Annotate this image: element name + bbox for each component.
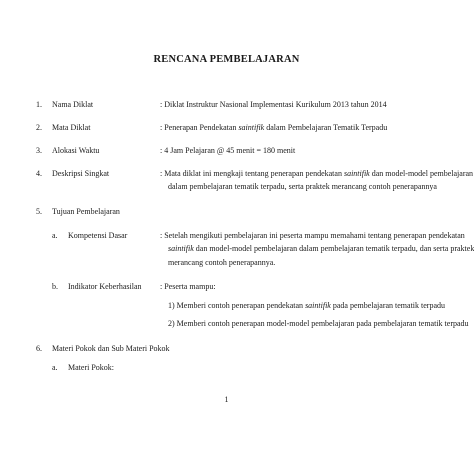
section-4-number: 4. [36, 169, 42, 178]
section-4-label: Deskripsi Singkat [52, 169, 110, 178]
materi-label: Materi Pokok: [68, 363, 114, 372]
section-6-number: 6. [36, 344, 42, 353]
section-1-value: : Diklat Instruktur Nasional Implementasi Kurikulum 2013 tahun 2014 [160, 100, 387, 109]
section-1-label: Nama Diklat [52, 100, 94, 109]
section-3-label: Alokasi Waktu [52, 146, 100, 155]
section-2-number: 2. [36, 123, 42, 132]
kompetensi-line3: merancang contoh penerapannya. [168, 258, 276, 267]
kompetensi-line2: saintifik dan model-model pembelajaran dalam pembelajaran tematik terpadu, dan serta praktek [168, 244, 474, 253]
section-4-value: : Mata diklat ini mengkaji tentang penerapan pendekatan saintifik dan model-model pembelajaran [160, 169, 474, 178]
section-2-label: Mata Diklat [52, 123, 91, 132]
page-number: 1 [224, 395, 229, 404]
section-5-number: 5. [36, 207, 42, 216]
section-6-label: Materi Pokok dan Sub Materi Pokok [52, 344, 170, 353]
indikator-letter: b. [52, 282, 58, 291]
indikator-item-1: 1) Memberi contoh penerapan pendekatan saintifik pada pembelajaran tematik terpadu [168, 301, 446, 310]
section-3-value: : 4 Jam Pelajaran @ 45 menit = 180 menit [160, 146, 296, 155]
kompetensi-letter: a. [52, 231, 58, 240]
indikator-label: Indikator Keberhasilan [68, 282, 142, 291]
section-2-value: : Penerapan Pendekatan saintifik dalam Pembelajaran Tematik Terpadu [160, 123, 388, 132]
section-3-number: 3. [36, 146, 42, 155]
kompetensi-line1: : Setelah mengikuti pembelajaran ini peserta mampu memahami tentang penerapan pendekatan [160, 231, 465, 240]
materi-letter: a. [52, 363, 58, 372]
section-1-number: 1. [36, 100, 42, 109]
document-title: RENCANA PEMBELAJARAN [153, 54, 300, 65]
indikator-item-2: 2) Memberi contoh penerapan model-model pembelajaran pada pembelajaran tematik terpadu [168, 319, 469, 328]
kompetensi-label: Kompetensi Dasar [68, 231, 128, 240]
section-5-label: Tujuan Pembelajaran [52, 207, 120, 216]
section-4-value-line2: dalam pembelajaran tematik terpadu, serta praktek merancang contoh penerapannya [168, 182, 437, 191]
indikator-intro: : Peserta mampu: [160, 282, 216, 291]
